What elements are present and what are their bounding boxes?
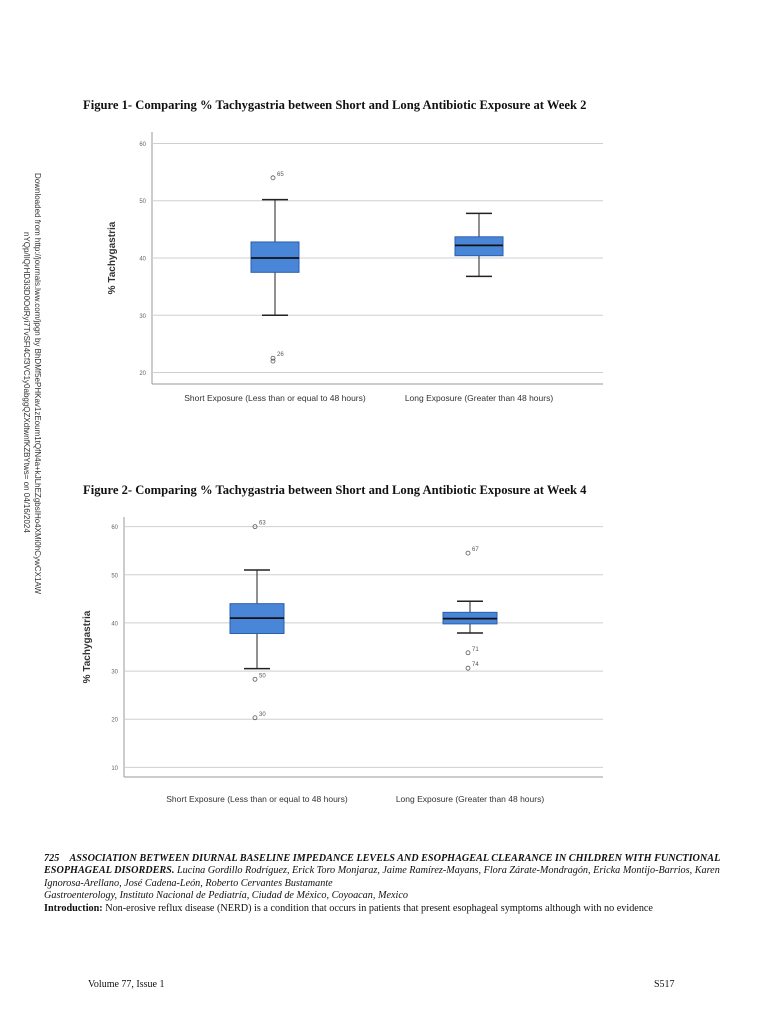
x-category-label: Short Exposure (Less than or equal to 48 hours) (166, 794, 348, 804)
figure-1-title: Figure 1- Comparing % Tachygastria between Short and Long Antibiotic Exposure at Week 2 (83, 98, 587, 112)
download-notice-line-2: nYQp/IlQrHD3i3D0OdRyi7TvSFl4Cf3VC1y0abggQZXdtwnfKZBYtws= on 04/16/2024 (22, 232, 31, 533)
y-tick-label: 30 (139, 313, 146, 320)
outlier-label: 74 (472, 662, 479, 669)
outlier-label: 50 (259, 673, 266, 680)
abstract-authors: Lucina Gordillo Rodríguez, Erick Toro Monjaraz, Jaime Ramírez-Mayans, Flora Zárate-Mondragón, Ericka Montijo-Barrios, Karen Ignorosa-Arellano, José Cadena-León, Roberto Cervantes Bustamante (44, 865, 720, 889)
abstract-number: 725 (44, 853, 60, 864)
outlier-label: 30 (259, 711, 266, 718)
outlier-label: 65 (277, 171, 284, 178)
abstract-affiliation: Gastroenterology, Instituto Nacional de Pediatría, Ciudad de México, Coyoacan, Mexico (44, 890, 408, 902)
outlier-label: 71 (472, 646, 479, 653)
outlier-point (466, 551, 470, 555)
outlier-point (253, 677, 257, 681)
abstract-725 (44, 853, 734, 915)
footer-page-number: S517 (654, 979, 675, 990)
outlier-label: 26 (277, 352, 284, 359)
introduction-label: Introduction: (44, 902, 103, 914)
figure-2-boxplot (0, 505, 768, 820)
figure-2-title: Figure 2- Comparing % Tachygastria between Short and Long Antibiotic Exposure at Week 4 (83, 483, 587, 497)
introduction-text: Non-erosive reflux disease (NERD) is a condition that occurs in patients that present esophageal symptoms although with no evidence (105, 902, 653, 914)
x-category-label: Short Exposure (Less than or equal to 48 hours) (184, 393, 366, 403)
y-tick-label: 50 (139, 199, 146, 206)
y-tick-label: 20 (139, 371, 146, 378)
y-tick-label: 10 (111, 765, 118, 772)
outlier-label: 63 (259, 520, 266, 527)
outlier-point (466, 666, 470, 670)
y-tick-label: 30 (111, 669, 118, 676)
y-tick-label: 40 (111, 621, 118, 628)
footer-volume: Volume 77, Issue 1 (88, 979, 165, 990)
outlier-point (271, 176, 275, 180)
abstract-introduction (44, 903, 734, 915)
y-axis-label: % Tachygastria (107, 221, 118, 295)
y-tick-label: 40 (139, 256, 146, 263)
outlier-label: 67 (472, 547, 479, 554)
y-tick-label: 20 (111, 717, 118, 724)
abstract-title: ASSOCIATION BETWEEN DIURNAL BASELINE IMPEDANCE LEVELS AND ESOPHAGEAL CLEARANCE IN CHILDREN WITH FUNCTIONAL ESOPHAGEAL DISORDERS. (44, 853, 720, 877)
y-tick-label: 50 (111, 573, 118, 580)
outlier-point (466, 651, 470, 655)
y-axis-label: % Tachygastria (82, 610, 93, 684)
figure-1-boxplot (0, 120, 768, 430)
download-notice-line-1: Downloaded from http://journals.lww.com/jpgn by BhDMf5ePHKav1zEoum1tQfN4a+kJLhEZgbsIHo4XMi0hCywCX1AW (33, 173, 42, 594)
outlier-point (271, 359, 275, 363)
x-category-label: Long Exposure (Greater than 48 hours) (404, 393, 554, 403)
y-tick-label: 60 (111, 525, 118, 532)
abstract-heading (44, 853, 734, 890)
y-tick-label: 60 (139, 141, 146, 148)
x-category-label: Long Exposure (Greater than 48 hours) (395, 794, 545, 804)
